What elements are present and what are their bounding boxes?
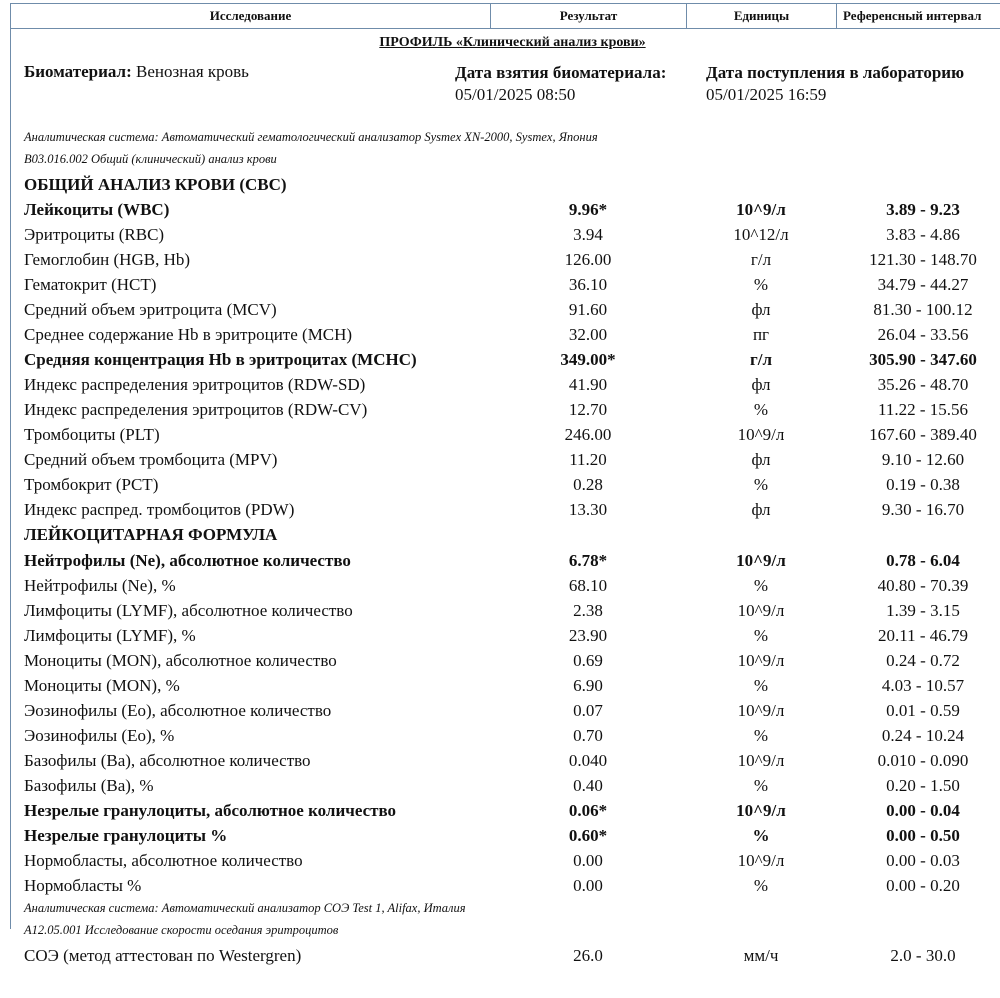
result-row bbox=[0, 272, 1000, 297]
test-result: 26.0 bbox=[573, 946, 603, 965]
test-name: Гемоглобин (HGB, Hb) bbox=[24, 250, 191, 269]
test-reference: 11.22 - 15.56 bbox=[877, 400, 969, 419]
test-reference: 4.03 - 10.57 bbox=[881, 676, 965, 695]
test-result: 0.00 bbox=[573, 876, 603, 895]
service-code-2: A12.05.001 Исследование скорости оседания эритроцитов bbox=[24, 923, 339, 937]
result-row bbox=[0, 447, 1000, 472]
test-unit: 10^9/л bbox=[736, 801, 786, 820]
test-unit: 10^9/л bbox=[737, 851, 785, 870]
test-result: 6.78* bbox=[568, 551, 608, 570]
test-unit: % bbox=[753, 626, 769, 645]
result-row bbox=[0, 197, 1000, 222]
result-row bbox=[0, 397, 1000, 422]
result-row bbox=[0, 598, 1000, 623]
test-unit: % bbox=[753, 475, 769, 494]
test-unit: % bbox=[753, 275, 769, 294]
test-name: Лимфоциты (LYMF), абсолютное количество bbox=[24, 601, 353, 620]
lab-date-label: Дата поступления в лабораторию bbox=[706, 63, 965, 82]
header-study: Исследование bbox=[10, 3, 490, 29]
test-reference: 0.00 - 0.04 bbox=[886, 801, 960, 820]
result-row bbox=[0, 873, 1000, 898]
test-reference: 40.80 - 70.39 bbox=[877, 576, 969, 595]
test-unit: % bbox=[753, 400, 769, 419]
test-unit: % bbox=[753, 676, 769, 695]
test-unit: пг bbox=[752, 325, 770, 344]
test-name: Нормобласты % bbox=[24, 876, 142, 895]
result-row bbox=[0, 222, 1000, 247]
test-reference: 0.78 - 6.04 bbox=[886, 551, 960, 570]
test-name: Гематокрит (HCT) bbox=[24, 275, 157, 294]
test-unit: фл bbox=[751, 500, 771, 519]
test-name: Индекс распред. тромбоцитов (PDW) bbox=[24, 500, 295, 519]
result-row bbox=[0, 723, 1000, 748]
test-unit: г/л bbox=[750, 250, 772, 269]
test-result: 0.40 bbox=[573, 776, 603, 795]
test-unit: % bbox=[753, 576, 769, 595]
test-name: Лейкоциты (WBC) bbox=[24, 200, 170, 219]
esr-row bbox=[0, 943, 1000, 968]
test-reference: 0.00 - 0.20 bbox=[886, 876, 960, 895]
test-unit: 10^12/л bbox=[733, 225, 789, 244]
result-row bbox=[0, 773, 1000, 798]
test-name: Средний объем эритроцита (MCV) bbox=[24, 300, 277, 319]
test-unit: 10^9/л bbox=[737, 425, 785, 444]
result-row bbox=[0, 422, 1000, 447]
test-reference: 167.60 - 389.40 bbox=[869, 425, 977, 444]
test-unit: фл bbox=[751, 375, 771, 394]
test-unit: % bbox=[753, 876, 769, 895]
test-result: 0.06* bbox=[568, 801, 608, 820]
test-unit: 10^9/л bbox=[736, 200, 786, 219]
result-row bbox=[0, 322, 1000, 347]
results-table-header bbox=[10, 3, 1000, 29]
test-reference: 0.00 - 0.50 bbox=[886, 826, 960, 845]
profile-title: ПРОФИЛЬ «Клинический анализ крови» bbox=[379, 35, 646, 50]
result-row bbox=[0, 798, 1000, 823]
test-reference: 3.83 - 4.86 bbox=[886, 225, 960, 244]
test-reference: 3.89 - 9.23 bbox=[886, 200, 960, 219]
test-reference: 0.19 - 0.38 bbox=[886, 475, 960, 494]
lab-date-value: 05/01/2025 16:59 bbox=[706, 85, 827, 104]
test-unit: 10^9/л bbox=[736, 551, 786, 570]
header-result: Результат bbox=[490, 3, 686, 29]
test-reference: 305.90 - 347.60 bbox=[869, 350, 977, 369]
test-reference: 0.24 - 10.24 bbox=[881, 726, 965, 745]
biomaterial bbox=[24, 62, 249, 82]
biomaterial-label: Биоматериал: bbox=[24, 62, 132, 81]
test-name: Тромбокрит (PCT) bbox=[24, 475, 159, 494]
section-diff-title: ЛЕЙКОЦИТАРНАЯ ФОРМУЛА bbox=[24, 525, 278, 544]
test-reference: 0.24 - 0.72 bbox=[886, 651, 960, 670]
test-result: 0.00 bbox=[573, 851, 603, 870]
test-reference: 2.0 - 30.0 bbox=[890, 946, 956, 965]
test-name: Средняя концентрация Hb в эритроцитах (MCHC) bbox=[24, 350, 417, 369]
header-reference: Референсный интервал bbox=[836, 3, 1000, 29]
test-result: 246.00 bbox=[564, 425, 612, 444]
test-unit: мм/ч bbox=[743, 946, 779, 965]
lab-date bbox=[706, 62, 964, 106]
result-row bbox=[0, 297, 1000, 322]
test-unit: % bbox=[752, 826, 770, 845]
sample-date bbox=[455, 62, 666, 106]
test-reference: 26.04 - 33.56 bbox=[877, 325, 969, 344]
test-result: 0.69 bbox=[573, 651, 603, 670]
result-row bbox=[0, 648, 1000, 673]
test-result: 0.28 bbox=[573, 475, 603, 494]
test-name: Эритроциты (RBC) bbox=[24, 225, 165, 244]
test-result: 12.70 bbox=[568, 400, 608, 419]
test-reference: 20.11 - 46.79 bbox=[877, 626, 969, 645]
test-result: 0.70 bbox=[573, 726, 603, 745]
test-result: 0.040 bbox=[568, 751, 608, 770]
test-result: 9.96* bbox=[568, 200, 608, 219]
test-reference: 0.010 - 0.090 bbox=[877, 751, 969, 770]
test-reference: 0.00 - 0.03 bbox=[886, 851, 960, 870]
test-name: Тромбоциты (PLT) bbox=[24, 425, 160, 444]
biomaterial-value: Венозная кровь bbox=[135, 62, 249, 81]
test-unit: 10^9/л bbox=[737, 701, 785, 720]
result-row bbox=[0, 748, 1000, 773]
result-row bbox=[0, 848, 1000, 873]
test-name: Моноциты (MON), % bbox=[24, 676, 180, 695]
test-reference: 121.30 - 148.70 bbox=[869, 250, 977, 269]
result-row bbox=[0, 573, 1000, 598]
test-result: 0.07 bbox=[573, 701, 603, 720]
service-code-1: B03.016.002 Общий (клинический) анализ крови bbox=[24, 152, 277, 166]
test-unit: % bbox=[753, 726, 769, 745]
header-units: Единицы bbox=[686, 3, 836, 29]
test-name: Нейтрофилы (Ne), % bbox=[24, 576, 176, 595]
test-name: Базофилы (Ba), % bbox=[24, 776, 154, 795]
result-row bbox=[0, 823, 1000, 848]
test-result: 13.30 bbox=[568, 500, 608, 519]
result-row bbox=[0, 347, 1000, 372]
test-result: 23.90 bbox=[568, 626, 608, 645]
result-row bbox=[0, 623, 1000, 648]
test-unit: 10^9/л bbox=[737, 601, 785, 620]
test-unit: г/л bbox=[750, 350, 772, 369]
result-row bbox=[0, 497, 1000, 522]
test-result: 32.00 bbox=[568, 325, 608, 344]
test-result: 11.20 bbox=[569, 450, 607, 469]
result-row bbox=[0, 247, 1000, 272]
test-name: Среднее содержание Hb в эритроците (MCH) bbox=[24, 325, 353, 344]
test-result: 68.10 bbox=[568, 576, 608, 595]
result-row bbox=[0, 548, 1000, 573]
test-reference: 81.30 - 100.12 bbox=[873, 300, 973, 319]
section-cbc-title: ОБЩИЙ АНАЛИЗ КРОВИ (CBC) bbox=[24, 175, 287, 194]
test-name: Незрелые гранулоциты, абсолютное количество bbox=[24, 801, 397, 820]
test-result: 349.00* bbox=[560, 350, 616, 369]
test-reference: 34.79 - 44.27 bbox=[877, 275, 969, 294]
result-row bbox=[0, 472, 1000, 497]
test-unit: % bbox=[753, 776, 769, 795]
test-name: Базофилы (Ba), абсолютное количество bbox=[24, 751, 311, 770]
test-reference: 0.20 - 1.50 bbox=[886, 776, 960, 795]
test-unit: 10^9/л bbox=[737, 651, 785, 670]
test-reference: 9.10 - 12.60 bbox=[881, 450, 965, 469]
test-result: 91.60 bbox=[568, 300, 608, 319]
analyzer-note-1: Аналитическая система: Автоматический гематологический анализатор Sysmex XN-2000, Sysmex, Япония bbox=[24, 130, 598, 144]
result-row bbox=[0, 673, 1000, 698]
test-name: Эозинофилы (Eo), абсолютное количество bbox=[24, 701, 332, 720]
test-result: 6.90 bbox=[573, 676, 603, 695]
test-name: Лимфоциты (LYMF), % bbox=[24, 626, 196, 645]
test-reference: 9.30 - 16.70 bbox=[881, 500, 965, 519]
test-reference: 1.39 - 3.15 bbox=[886, 601, 960, 620]
test-result: 41.90 bbox=[568, 375, 608, 394]
test-unit: 10^9/л bbox=[737, 751, 785, 770]
test-reference: 0.01 - 0.59 bbox=[886, 701, 960, 720]
analyzer-note-2: Аналитическая система: Автоматический анализатор СОЭ Test 1, Alifax, Италия bbox=[24, 901, 466, 915]
sample-date-label: Дата взятия биоматериала: bbox=[455, 63, 667, 82]
sample-date-value: 05/01/2025 08:50 bbox=[455, 85, 576, 104]
test-result: 3.94 bbox=[573, 225, 603, 244]
test-name: Незрелые гранулоциты % bbox=[24, 826, 228, 845]
test-result: 2.38 bbox=[573, 601, 603, 620]
test-name: Эозинофилы (Eo), % bbox=[24, 726, 175, 745]
test-name: СОЭ (метод аттестован по Westergren) bbox=[24, 946, 302, 965]
test-name: Нейтрофилы (Ne), абсолютное количество bbox=[24, 551, 351, 570]
result-row bbox=[0, 372, 1000, 397]
test-name: Моноциты (MON), абсолютное количество bbox=[24, 651, 337, 670]
test-name: Средний объем тромбоцита (MPV) bbox=[24, 450, 278, 469]
test-name: Индекс распределения эритроцитов (RDW-SD) bbox=[24, 375, 366, 394]
test-result: 0.60* bbox=[568, 826, 608, 845]
test-unit: фл bbox=[751, 300, 771, 319]
test-reference: 35.26 - 48.70 bbox=[877, 375, 969, 394]
test-unit: фл bbox=[751, 450, 771, 469]
test-result: 36.10 bbox=[568, 275, 608, 294]
test-result: 126.00 bbox=[564, 250, 612, 269]
test-name: Нормобласты, абсолютное количество bbox=[24, 851, 303, 870]
result-row bbox=[0, 698, 1000, 723]
test-name: Индекс распределения эритроцитов (RDW-CV) bbox=[24, 400, 368, 419]
